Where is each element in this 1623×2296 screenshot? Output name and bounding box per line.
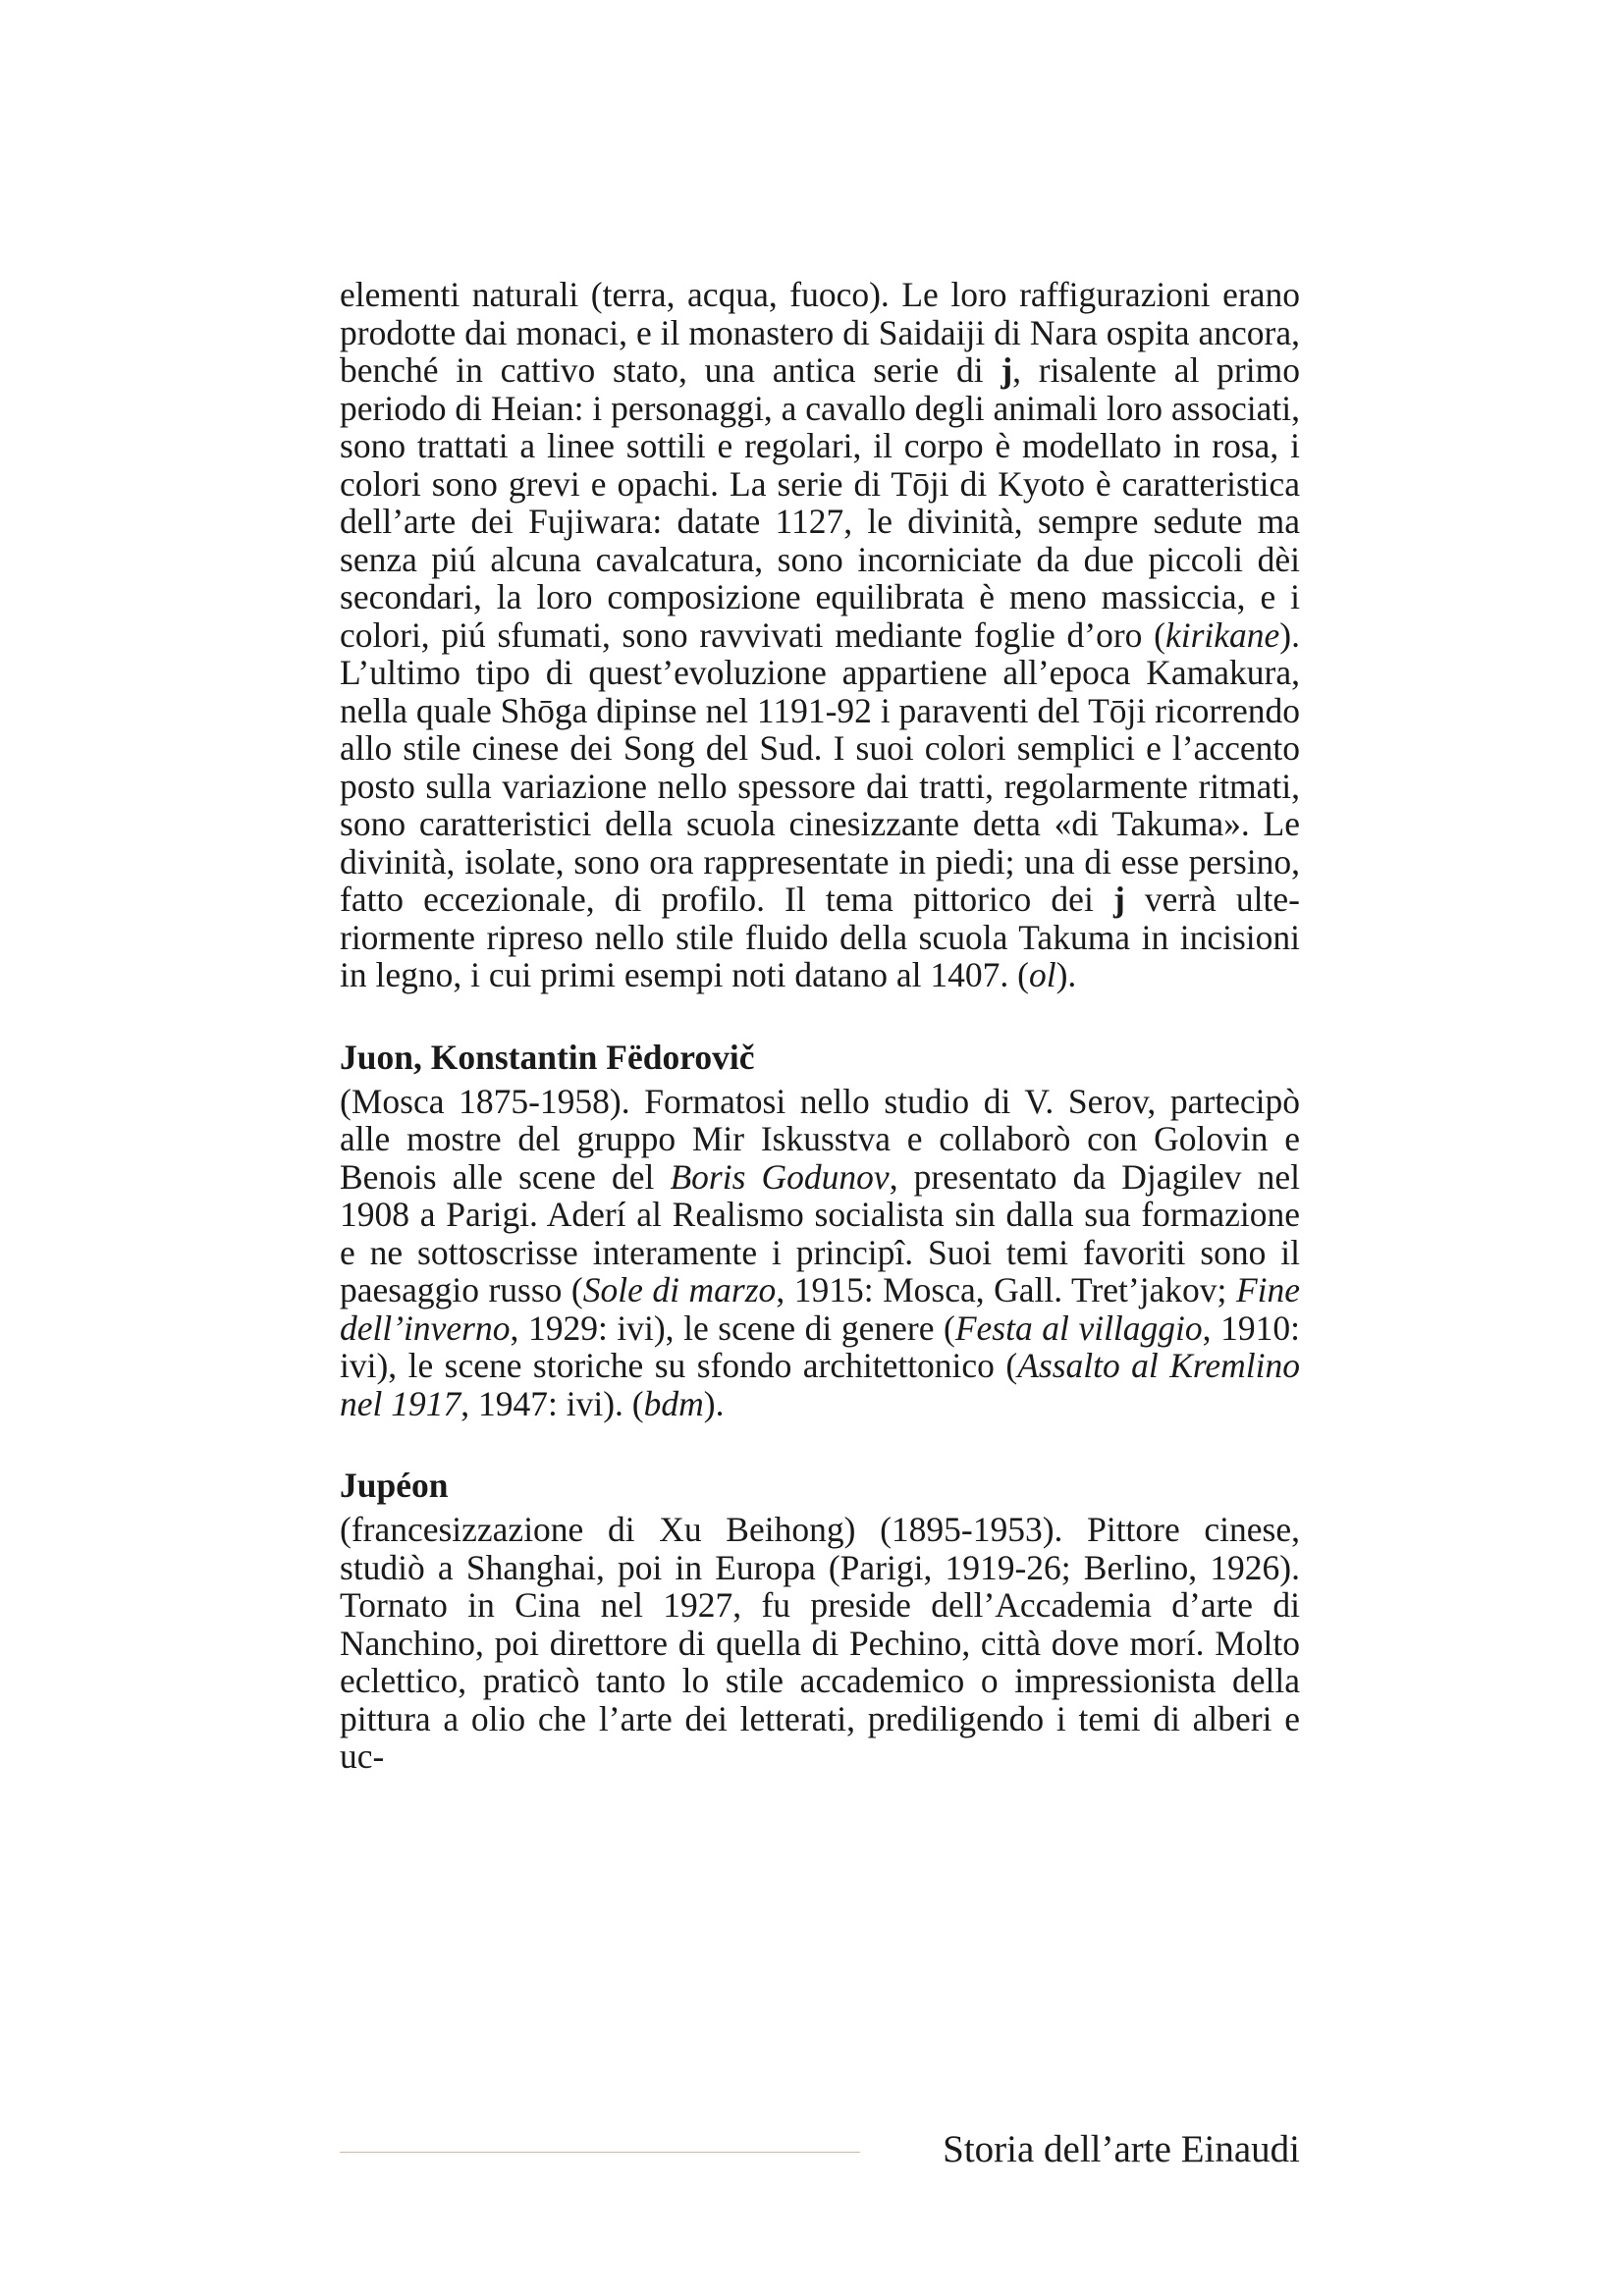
- intro-paragraph: [340, 276, 1300, 994]
- italic-run: Boris Godunov: [670, 1156, 890, 1197]
- italic-run: Festa al villaggio: [954, 1308, 1203, 1348]
- footer-rule: [340, 2152, 860, 2153]
- text-run: (francesizzazione di Xu Beihong) (1895-1953). Pittore cinese, studiò a Shanghai, poi in Europa (Parigi, 1919-26; Berlino, 1926). Tornato in Cina nel 1927, fu preside dell’Accademia d’arte di Nanchino, poi direttore di quella di Pechino, città dove morí. Molto eclettico, praticò tanto lo stile accademico o impressionista della pittura a olio che l’arte dei letterati, prediligendo i temi di alberi e uc-: [340, 1510, 1300, 1776]
- text-run: ). L’ultimo tipo di quest’evoluzione appartiene all’epoca Kamakura, nella quale Shōga dipinse nel 1191-92 i paraventi del Tōji ricorrendo allo stile cinese dei Song del Sud. I suoi colori semplici e l’accento posto sulla variazione nello spessore dai tratti, regolarmente ritmati, sono caratteristici della scuola cinesizzante detta «di Takuma». Le divinità, isolate, sono ora rappresentate in piedi; una di esse persino, fatto eccezionale, di profilo. Il tema pittorico dei: [340, 614, 1300, 919]
- page-body: [340, 276, 1300, 1776]
- italic-run: ol: [1028, 955, 1056, 994]
- text-run: , presentato da Djagilev nel 1908 a Parigi. Aderí al Realismo socialista sin dalla sua formazione e ne sottoscrisse interamente i principî. Suoi temi favoriti sono il paesaggio russo (: [340, 1156, 1300, 1309]
- text-run: verrà ulteriormente ripreso nello stile fluido della scuola Takuma in incisioni in legno, i cui primi esempi noti datano al 1407. (: [340, 880, 1300, 994]
- bold-run: j: [1001, 350, 1013, 390]
- italic-run: bdm: [643, 1383, 704, 1423]
- text-run: ).: [1055, 955, 1077, 994]
- italic-run: Sole di marzo: [582, 1270, 777, 1309]
- page-footer: [340, 2127, 1300, 2176]
- text-run: , 1929: ivi), le scene di genere (: [510, 1308, 955, 1348]
- italic-run: Assalto al Kremlino nel 1917: [340, 1346, 1300, 1423]
- bold-run: j: [1112, 880, 1125, 919]
- entry-heading: Jupéon: [340, 1466, 449, 1505]
- text-run: elementi naturali (terra, acqua, fuoco). Le loro raffigurazioni erano prodotte dai monaci, e il monastero di Saidaiji di Nara ospita ancora, benché in cattivo stato, una antica serie di: [340, 275, 1300, 390]
- italic-run: Fine dell’inverno: [340, 1270, 1301, 1348]
- text-run: , 1910: ivi), le scene storiche su sfondo architettonico (: [340, 1308, 1300, 1385]
- text-run: ).: [703, 1383, 725, 1423]
- text-run: , risalente al primo periodo di Heian: i personaggi, a cavallo degli animali loro associati, sono trattati a linee sottili e regolari, il corpo è modellato in rosa, i colori sono grevi e opachi. La serie di Tōji di Kyoto è caratteristica dell’arte dei Fujiwara: datate 1127, le divinità, sempre sedute ma senza piú alcuna cavalcatura, sono incorniciate da due piccoli dèi secondari, la loro composizione equilibrata è meno massiccia, e i colori, piú sfumati, sono ravvivati mediante foglie d’oro (: [340, 350, 1300, 655]
- entry-body: [340, 1083, 1300, 1423]
- text-run: (Mosca 1875-1958). Formatosi nello studio di V. Serov, partecipò alle mostre del gruppo Mir Iskusstva e collaborò con Golovin e Benois alle scene del: [340, 1081, 1300, 1197]
- italic-run: kirikane: [1164, 614, 1280, 655]
- entry-juon: [340, 1038, 1300, 1423]
- entry-heading: Juon, Konstantin Fëdorovič: [340, 1037, 755, 1077]
- text-run: , 1915: Mosca, Gall. Tret’jakov;: [776, 1270, 1236, 1309]
- entry-body: [340, 1511, 1300, 1776]
- text-run: , 1947: ivi). (: [460, 1383, 644, 1423]
- entry-jupeon: [340, 1466, 1300, 1776]
- publication-title: Storia dell’arte Einaudi: [943, 2128, 1300, 2170]
